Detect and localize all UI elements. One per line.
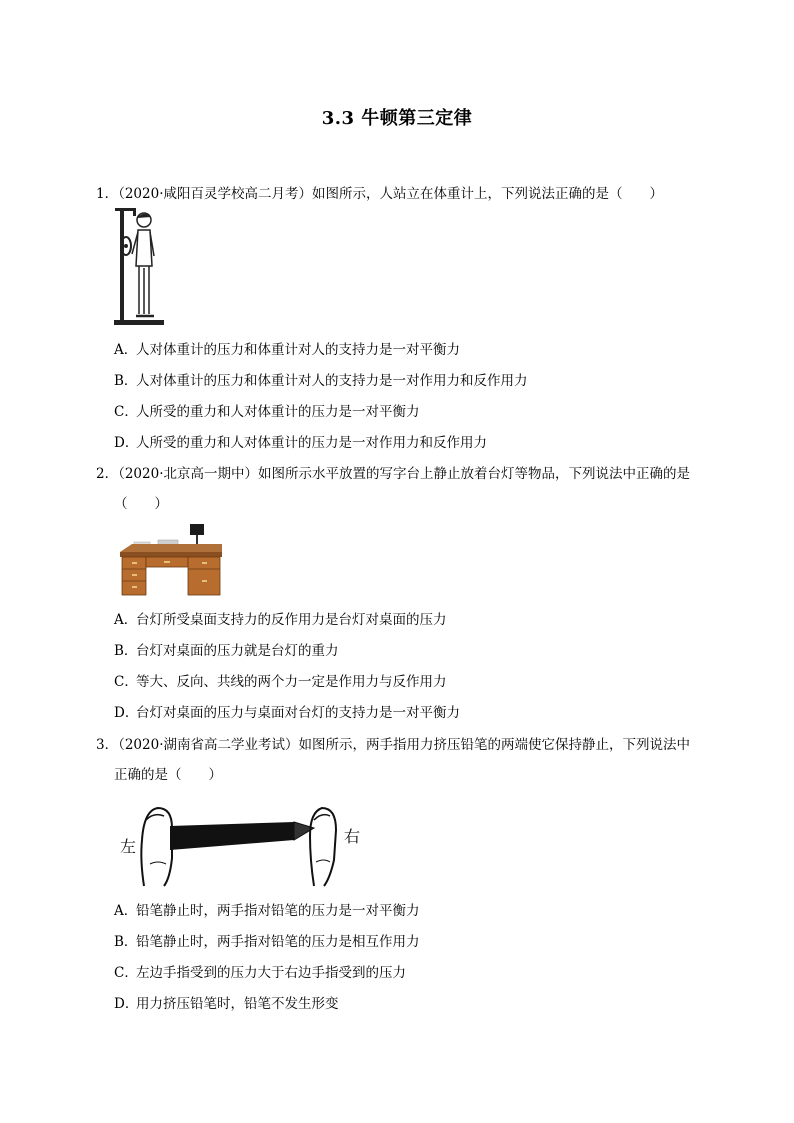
option-letter: C． (114, 965, 138, 981)
option-letter: A． (114, 342, 138, 358)
question-1-text: （2020·咸阳百灵学校高二月考）如图所示，人站立在体重计上，下列说法正确的是（ ） (118, 186, 663, 202)
option-text: 台灯所受桌面支持力的反作用力是台灯对桌面的压力 (136, 612, 447, 628)
option-letter: C． (114, 404, 138, 420)
question-1-option-d[interactable] (114, 433, 487, 453)
option-letter: B． (114, 934, 138, 950)
question-1-option-b[interactable] (114, 371, 528, 391)
figure-label-left: 左 (120, 837, 137, 856)
option-text: 用力挤压铅笔时，铅笔不发生形变 (136, 996, 339, 1012)
question-2-text: （2020·北京高一期中）如图所示水平放置的写字台上静止放着台灯等物品，下列说法中正确的是 (118, 466, 690, 482)
option-text: 人对体重计的压力和体重计对人的支持力是一对平衡力 (136, 342, 460, 358)
option-text: 人所受的重力和人对体重计的压力是一对作用力和反作用力 (136, 435, 487, 451)
question-1-stem (96, 184, 663, 204)
option-text: 铅笔静止时，两手指对铅笔的压力是一对平衡力 (136, 903, 420, 919)
option-letter: C． (114, 674, 138, 690)
question-2-option-a[interactable] (114, 610, 447, 630)
question-2-number: 2． (96, 466, 119, 482)
question-3-option-c[interactable] (114, 963, 406, 983)
option-letter: A． (114, 903, 138, 919)
option-text: 左边手指受到的压力大于右边手指受到的压力 (136, 965, 406, 981)
option-text: 台灯对桌面的压力就是台灯的重力 (136, 643, 339, 659)
option-text: 等大、反向、共线的两个力一定是作用力与反作用力 (136, 674, 447, 690)
question-1-option-c[interactable] (114, 402, 420, 422)
option-text: 人对体重计的压力和体重计对人的支持力是一对作用力和反作用力 (136, 373, 528, 389)
question-3-text: （2020·湖南省高二学业考试）如图所示，两手指用力挤压铅笔的两端使它保持静止，下列说法中 (118, 737, 690, 753)
question-2-stem-continued: （ ） (114, 496, 168, 512)
option-text: 铅笔静止时，两手指对铅笔的压力是相互作用力 (136, 934, 420, 950)
question-3-option-b[interactable] (114, 932, 420, 952)
figure-person-on-scale (110, 206, 166, 330)
option-letter: D． (114, 435, 139, 451)
figure-pencil-between-fingers (114, 800, 374, 890)
question-2-option-b[interactable] (114, 641, 339, 661)
question-3-stem-continued: 正确的是（ ） (114, 767, 222, 783)
question-3-option-a[interactable] (114, 901, 420, 921)
option-text: 台灯对桌面的压力与桌面对台灯的支持力是一对平衡力 (136, 705, 460, 721)
question-3-option-d[interactable] (114, 994, 339, 1014)
question-1-option-a[interactable] (114, 340, 460, 360)
figure-label-right: 右 (344, 827, 361, 846)
question-2-option-d[interactable] (114, 703, 460, 723)
question-2-stem (96, 464, 690, 484)
option-letter: A． (114, 612, 138, 628)
option-letter: D． (114, 996, 139, 1012)
option-text: 人所受的重力和人对体重计的压力是一对平衡力 (136, 404, 420, 420)
option-letter: B． (114, 643, 138, 659)
option-letter: B． (114, 373, 138, 389)
question-3-stem (96, 735, 690, 755)
figure-desk-with-lamp (118, 522, 224, 598)
question-2-option-c[interactable] (114, 672, 447, 692)
question-3-number: 3． (96, 737, 119, 753)
option-letter: D． (114, 705, 139, 721)
page-title: 3.3 牛顿第三定律 (321, 108, 473, 129)
question-1-number: 1． (96, 186, 119, 202)
